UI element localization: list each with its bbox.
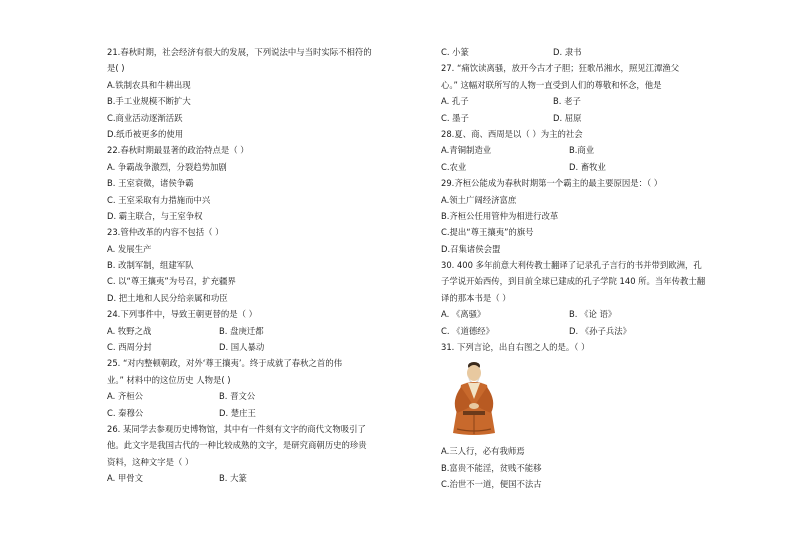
option-b: B. 晋文公 xyxy=(219,391,256,402)
option-b: B.齐桓公任用管仲为相进行改革 xyxy=(441,210,559,221)
left-column xyxy=(107,44,425,487)
question-stem: 29.齐桓公能成为春秋时期第一个霸主的最主要原因是：（ ） xyxy=(441,178,663,189)
option-b: B. 王室衰微，诸侯争霸 xyxy=(107,178,194,189)
question-30 xyxy=(441,257,761,339)
option-d: D. 霸主联合，与王室争权 xyxy=(107,210,203,221)
option-c: C. 西周分封 xyxy=(107,342,152,353)
question-stem: 28.夏、商、西周是以（ ）为主的社会 xyxy=(441,128,583,139)
option-c: C.提出“尊王攘夷”的旗号 xyxy=(441,227,534,238)
question-29 xyxy=(441,175,761,257)
option-a: A.铁制农具和牛耕出现 xyxy=(107,79,191,90)
question-stem: 业。” 材料中的这位历史 人物是( ) xyxy=(107,374,231,385)
option-c: C.商业活动逐渐活跃 xyxy=(107,112,183,123)
question-stem: 子学说开始西传，到目前全球已建成的孔子学院 140 所。当年传教士翻 xyxy=(441,276,706,287)
option-d: D. 隶书 xyxy=(553,47,582,57)
option-b: B.富贵不能淫，贫贱不能移 xyxy=(441,462,542,473)
question-22 xyxy=(107,142,425,224)
question-stem: 30. 400 多年前意大利传教士翻译了记录孔子言行的书并带到欧洲，孔 xyxy=(441,260,702,271)
option-c: C. 小篆 xyxy=(441,47,469,57)
option-d: D.纸币被更多的使用 xyxy=(107,128,184,139)
question-stem: 是( ) xyxy=(107,63,125,74)
options-row xyxy=(441,306,761,322)
option-b: B. 改制军制，组建军队 xyxy=(107,260,194,271)
option-b: B. 《论 语》 xyxy=(569,309,617,320)
option-a: A. 发展生产 xyxy=(107,243,152,254)
question-stem: 心。” 这幅对联所写的人物一直受到人们的尊敬和怀念，他是 xyxy=(441,79,662,90)
option-a: A. 孔子 xyxy=(441,96,469,107)
option-d: D. 畜牧业 xyxy=(569,161,606,172)
question-28 xyxy=(441,126,761,175)
option-d: D.召集诸侯会盟 xyxy=(441,243,501,254)
question-stem: 译的那本书是（ ） xyxy=(441,292,511,303)
option-a: A.三人行，必有我师焉 xyxy=(441,446,525,457)
option-a: A.领土广阔经济富庶 xyxy=(441,194,517,205)
question-stem: 22.春秋时期最显著的政治特点是（ ） xyxy=(107,145,249,156)
question-31 xyxy=(441,339,761,493)
option-d: D. 把土地和人民分给亲属和功臣 xyxy=(107,292,228,303)
option-a: A. 《离骚》 xyxy=(441,309,486,320)
question-stem: 27. “痛饮读离骚，放开今古才子胆；狂歌吊湘水，照见江潭渔父 xyxy=(441,63,680,74)
option-a: A. 牧野之战 xyxy=(107,325,152,336)
right-column xyxy=(441,44,761,493)
option-b: B.商业 xyxy=(569,145,595,156)
option-d: D. 楚庄王 xyxy=(219,407,256,418)
question-stem: 资料，这种文字是（ ） xyxy=(107,456,194,467)
options-row xyxy=(441,142,761,158)
question-stem: 他。此文字是我国古代的一种比较成熟的文字，是研究商朝历史的珍贵 xyxy=(107,440,367,451)
question-stem: 23.管仲改革的内容不包括（ ） xyxy=(107,227,224,238)
option-c: C. 以“尊王攘夷”为号召，扩充疆界 xyxy=(107,276,236,287)
options-row xyxy=(107,339,425,355)
option-d: D. 屈原 xyxy=(553,112,582,123)
question-23 xyxy=(107,224,425,306)
options-row xyxy=(441,93,761,109)
question-stem: 21.春秋时期，社会经济有很大的发展，下列说法中与当时实际不相符的 xyxy=(107,47,372,57)
option-c: C. 《道德经》 xyxy=(441,325,495,336)
option-c: C. 墨子 xyxy=(441,112,469,123)
options-row xyxy=(441,110,761,126)
option-b: B. 老子 xyxy=(553,96,581,107)
question-27 xyxy=(441,60,761,126)
options-row xyxy=(107,388,425,404)
option-b: B.手工业规模不断扩大 xyxy=(107,96,191,107)
option-a: A. 甲骨文 xyxy=(107,473,144,484)
options-row xyxy=(107,323,425,339)
option-a: A. 争霸战争激烈，分裂趋势加剧 xyxy=(107,161,227,172)
option-c: C. 秦穆公 xyxy=(107,407,144,418)
options-row xyxy=(441,44,761,60)
options-row xyxy=(107,470,425,486)
question-stem: 26. 某同学去参观历史博物馆，其中有一件刻有文字的商代文物吸引了 xyxy=(107,423,366,434)
confucius-figure-image xyxy=(443,359,503,437)
options-row xyxy=(441,323,761,339)
option-c: C.治世不一道，便国不法古 xyxy=(441,479,542,490)
question-26 xyxy=(107,421,425,487)
question-24 xyxy=(107,306,425,355)
question-stem: 25. “对内整顿朝政，对外‘尊王攘夷’。终于成就了春秋之首的伟 xyxy=(107,358,343,369)
question-21 xyxy=(107,44,425,142)
question-stem: 31. 下列言论，出自右图之人的是。（ ） xyxy=(441,342,590,353)
option-b: B. 大篆 xyxy=(219,473,247,484)
option-b: B. 盘庚迁都 xyxy=(219,325,264,336)
confucius-icon xyxy=(443,359,503,437)
option-c: C.农业 xyxy=(441,161,467,172)
option-c: C. 王室采取有力措施而中兴 xyxy=(107,194,211,205)
question-stem: 24.下列事件中，导致王朝更替的是（ ） xyxy=(107,309,257,320)
option-d: D. 国人暴动 xyxy=(219,342,265,353)
question-25 xyxy=(107,355,425,421)
options-row xyxy=(107,405,425,421)
options-row xyxy=(441,159,761,175)
option-a: A.青铜制造业 xyxy=(441,145,492,156)
option-a: A. 齐桓公 xyxy=(107,391,144,402)
option-d: D. 《孙子兵法》 xyxy=(569,325,632,336)
